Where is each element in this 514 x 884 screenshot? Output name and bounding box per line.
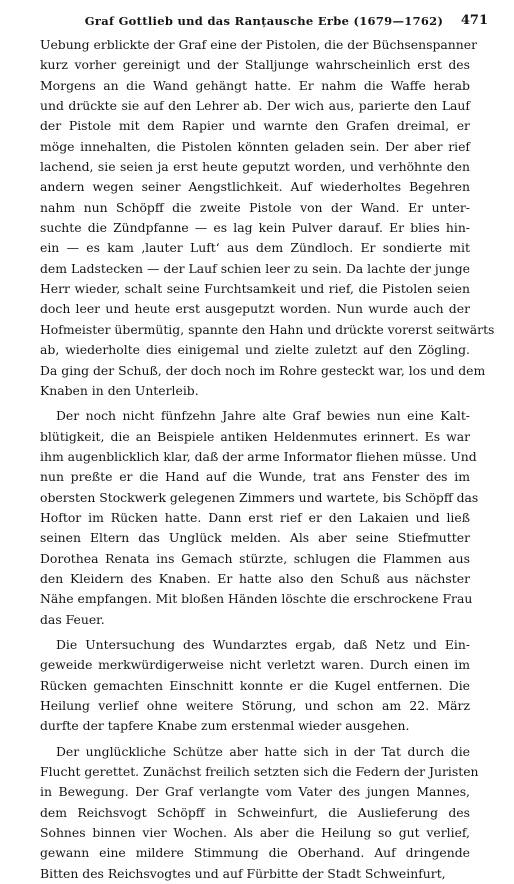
text-line: Hofmeister übermütig, spannte den Hahn und drückte vorerst seitwärts bbox=[40, 321, 495, 337]
text-line: Der unglückliche Schütze aber hatte sich in der Tat durch die bbox=[56, 743, 470, 759]
text-line: Rücken gemachten Einschnitt konnte er die Kugel entfernen. Die bbox=[40, 677, 470, 693]
text-line: ein — es kam ‚lauter Luft‘ aus dem Zündloch. Er sondierte mit bbox=[40, 240, 470, 256]
text-line: blütigkeit, die an Beispiele antiken Heldenmutes erinnert. Es war bbox=[40, 428, 470, 444]
text-line: Sohnes binnen vier Wochen. Als aber die Heilung so gut verlief, bbox=[40, 825, 470, 841]
text-line: kurz vorher gereinigt und der Stalljunge wahrscheinlich erst des bbox=[40, 57, 470, 73]
text-line: Nähe empfangen. Mit bloßen Händen löschte die erschrockene Frau bbox=[40, 591, 473, 607]
text-line: seinen Eltern das Unglück melden. Als aber seine Stiefmutter bbox=[40, 530, 470, 546]
text-line: möge innehalten, die Pistolen könnten geladen sein. Der aber rief bbox=[40, 138, 470, 154]
text-line: Uebung erblickte der Graf eine der Pistolen, die der Büchsenspanner bbox=[40, 37, 477, 52]
paragraph bbox=[40, 742, 479, 884]
text-line: dem Ladstecken — der Lauf schien leer zu sein. Da lachte der junge bbox=[40, 260, 470, 276]
paragraph bbox=[40, 406, 479, 630]
text-line: gewann eine mildere Stimmung die Oberhand. Auf dringende bbox=[40, 845, 470, 861]
text-line: Da ging der Schuß, der doch noch im Rohre gesteckt war, los und dem bbox=[40, 362, 486, 378]
text-line: suchte die Zündpfanne — es lag kein Pulver darauf. Er blies hin- bbox=[40, 220, 470, 236]
page-number: 471 bbox=[460, 13, 488, 28]
text-line: dem Reichsvogt Schöpff in Schweinfurt, die Auslieferung des bbox=[40, 804, 470, 820]
text-line: obersten Stockwerk gelegenen Zimmers und wartete, bis Schöpff das bbox=[40, 489, 479, 505]
text-line: das Feuer. bbox=[40, 611, 105, 627]
text-line: durfte der tapfere Knabe zum erstenmal wieder ausgehen. bbox=[40, 718, 410, 734]
text-line: der Pistole mit dem Rapier und warnte den Grafen dreimal, er bbox=[40, 118, 470, 134]
text-line: und drückte sie auf den Lehrer ab. Der wich aus, parierte den Lauf bbox=[40, 98, 470, 114]
page-body bbox=[40, 35, 495, 884]
text-line: in Bewegung. Der Graf verlangte vom Vater des jungen Mannes, bbox=[40, 784, 470, 800]
page-header bbox=[40, 10, 488, 32]
text-line: ihm augenblicklich klar, daß der arme Informator fliehen müsse. Und bbox=[40, 448, 477, 464]
text-line: geweide merkwürdigerweise nicht verletzt waren. Durch einen im bbox=[40, 657, 470, 673]
text-line: Herr wieder, schalt seine Furchtsamkeit und rief, die Pistolen seien bbox=[40, 281, 470, 297]
text-line: Knaben in den Unterleib. bbox=[40, 382, 199, 398]
running-title: Graf Gottlieb und das Ranțausche Erbe (1679—1762) bbox=[84, 14, 444, 28]
text-line: lachend, sie seien ja erst heute geputzt worden, und verhöhnte den bbox=[40, 159, 470, 175]
text-line: den Kleidern des Knaben. Er hatte also den Schuß aus nächster bbox=[40, 570, 470, 586]
paragraph bbox=[40, 35, 495, 401]
text-line: Der noch nicht fünfzehn Jahre alte Graf bewies nun eine Kalt- bbox=[56, 408, 470, 424]
text-line: Bitten des Reichsvogtes und auf Fürbitte der Stadt Schweinfurt, bbox=[40, 865, 446, 881]
text-line: Heilung verlief ohne weitere Störung, und schon am 22. März bbox=[40, 698, 470, 713]
text-line: ab, wiederholte dies einigemal und zielte zuletzt auf den Zögling. bbox=[40, 342, 470, 358]
text-line: Hoftor im Rücken hatte. Dann erst rief er den Lakaien und ließ bbox=[40, 509, 470, 525]
text-line: Flucht gerettet. Zunächst freilich setzten sich die Federn der Juristen bbox=[40, 764, 479, 780]
paragraph bbox=[40, 635, 470, 737]
text-line: nahm nun Schöpff die zweite Pistole von der Wand. Er unter- bbox=[40, 199, 470, 215]
text-line: Dorothea Renata ins Gemach stürzte, schlugen die Flammen aus bbox=[40, 550, 470, 566]
text-line: doch leer und heute erst ausgeputzt worden. Nun wurde auch der bbox=[40, 301, 470, 317]
text-line: andern wegen seiner Aengstlichkeit. Auf wiederholtes Begehren bbox=[40, 179, 470, 195]
text-line: Morgens an die Wand gehängt hatte. Er nahm die Waffe herab bbox=[40, 77, 470, 93]
text-line: Die Untersuchung des Wundarztes ergab, daß Netz und Ein- bbox=[56, 636, 470, 652]
text-line: nun preßte er die Hand auf die Wunde, trat ans Fenster des im bbox=[40, 469, 470, 485]
